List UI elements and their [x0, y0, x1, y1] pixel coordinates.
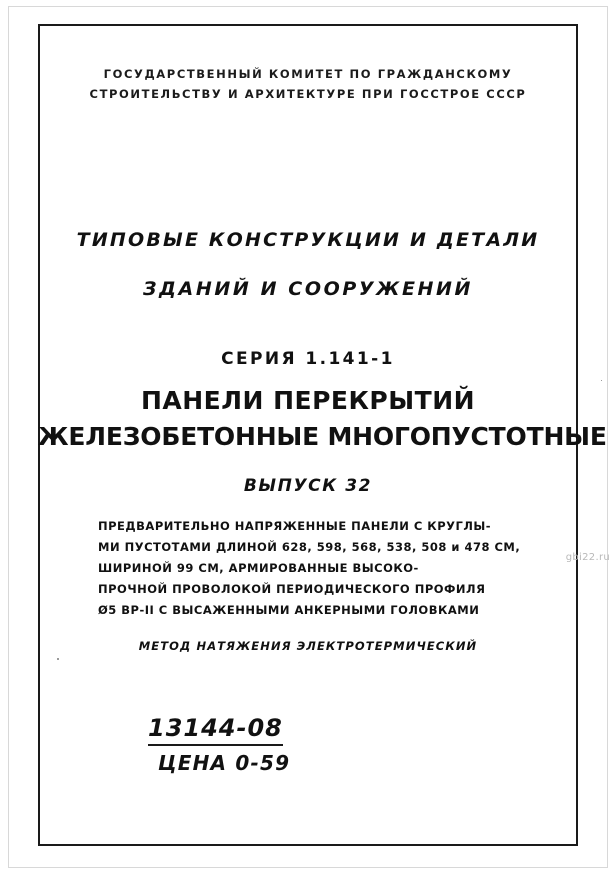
- description-line-3: ШИРИНОЙ 99 СМ, АРМИРОВАННЫЕ ВЫСОКО-: [98, 561, 419, 575]
- title-line-2: ЗДАНИЙ И СООРУЖЕНИЙ: [142, 278, 474, 300]
- method-note: МЕТОД НАТЯЖЕНИЯ ЭЛЕКТРОТЕРМИЧЕСКИЙ: [138, 639, 478, 653]
- description-line-5: Ø5 ВР-II С ВЫСАЖЕННЫМИ АНКЕРНЫМИ ГОЛОВКАМИ: [98, 603, 480, 617]
- description-line-2: МИ ПУСТОТАМИ ДЛИНОЙ 628, 598, 568, 538, 508 и 478 СМ,: [98, 540, 521, 554]
- main-heading: [38, 386, 607, 452]
- series-label: СЕРИЯ 1.141-1: [221, 349, 395, 369]
- code-block: [148, 714, 290, 775]
- document-code: 13144-08: [148, 714, 283, 746]
- title-line-1: ТИПОВЫЕ КОНСТРУКЦИИ И ДЕТАЛИ: [76, 229, 540, 251]
- heading-line-1: ПАНЕЛИ ПЕРЕКРЫТИЙ: [140, 386, 476, 415]
- description-block: [98, 516, 538, 621]
- title-block: [38, 229, 578, 300]
- watermark: gbi22.ru: [565, 552, 610, 563]
- organization-line-2: СТРОИТЕЛЬСТВУ И АРХИТЕКТУРЕ ПРИ ГОССТРОЕ СССР: [89, 87, 527, 101]
- description-line-1: ПРЕДВАРИТЕЛЬНО НАПРЯЖЕННЫЕ ПАНЕЛИ С КРУГЛЫ-: [98, 519, 492, 533]
- organization-line-1: ГОСУДАРСТВЕННЫЙ КОМИТЕТ ПО ГРАЖДАНСКОМУ: [103, 67, 513, 81]
- organization-block: [38, 64, 578, 104]
- description-line-4: ПРОЧНОЙ ПРОВОЛОКОЙ ПЕРИОДИЧЕСКОГО ПРОФИЛЯ: [98, 582, 486, 596]
- issue-label: ВЫПУСК 32: [243, 476, 373, 496]
- heading-line-2: ЖЕЛЕЗОБЕТОННЫЕ МНОГОПУСТОТНЫЕ: [38, 422, 607, 451]
- scan-speck: [57, 658, 59, 660]
- scan-speck: [601, 380, 602, 381]
- price-label: ЦЕНА 0-59: [158, 751, 291, 775]
